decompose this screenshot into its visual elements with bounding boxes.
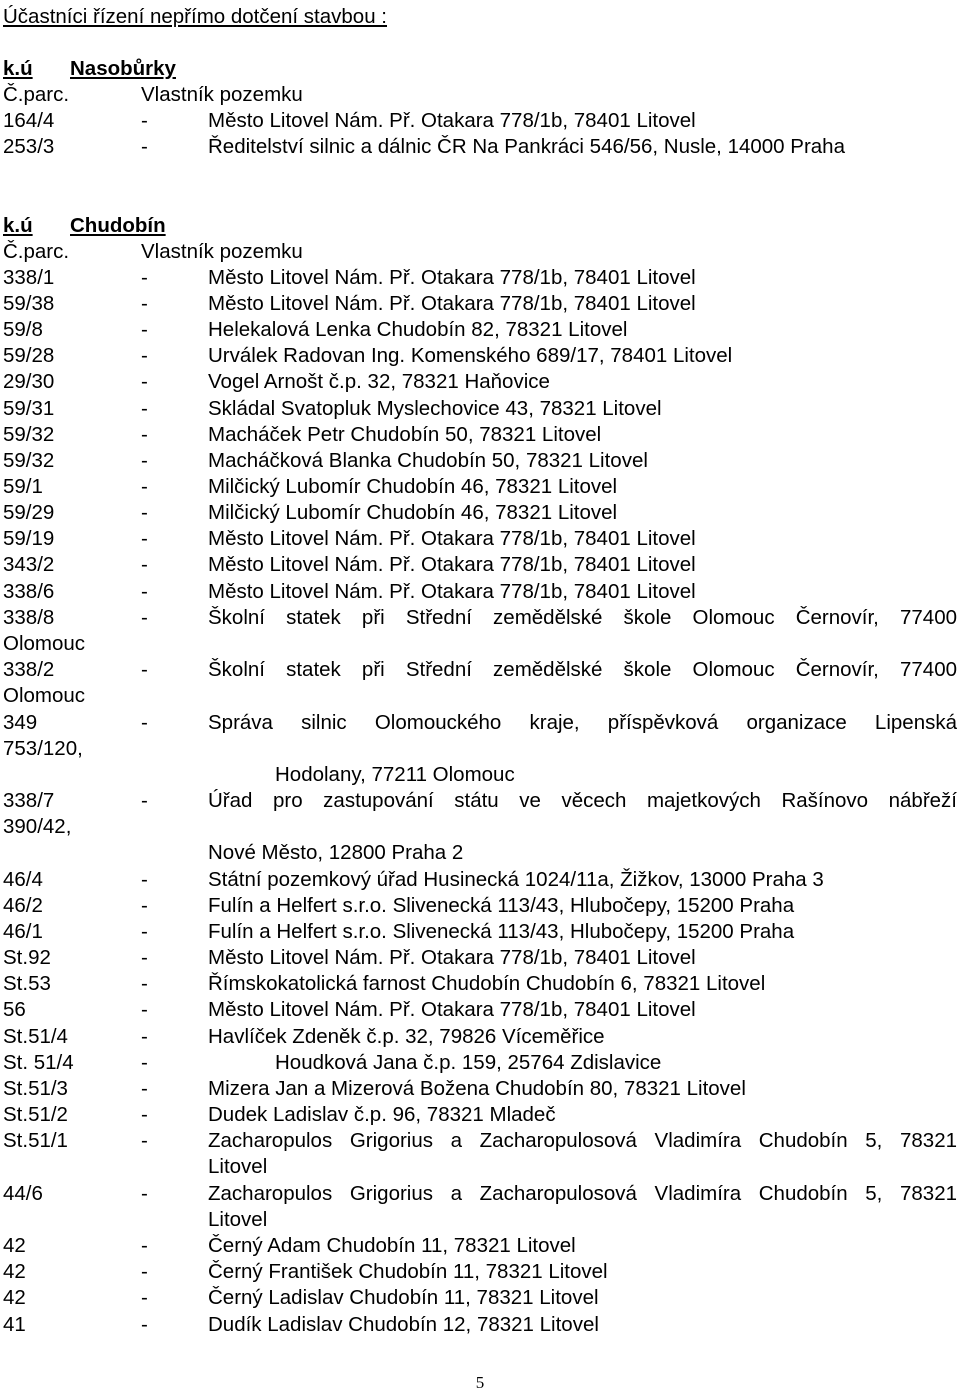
- owner-text: Houdková Jana č.p. 159, 25764 Zdislavice: [275, 1051, 662, 1074]
- parcel-number: 343/2: [3, 553, 55, 576]
- dash: -: [141, 658, 148, 681]
- owner-text: Macháček Petr Chudobín 50, 78321 Litovel: [208, 423, 602, 446]
- owner-text: Havlíček Zdeněk č.p. 32, 79826 Víceměřice: [208, 1025, 605, 1048]
- dash: -: [141, 1103, 148, 1126]
- owner-text: Zacharopulos Grigorius a Zacharopulosová Vladimíra Chudobín 5, 78321: [208, 1129, 957, 1152]
- dash: -: [141, 711, 148, 734]
- ku-label: k.ú: [3, 57, 33, 80]
- owner-text: Ředitelství silnic a dálnic ČR Na Pankráci 546/56, Nusle, 14000 Praha: [208, 135, 845, 158]
- list-item: [0, 710, 960, 736]
- list-item: [0, 317, 960, 343]
- list-item: [0, 1076, 960, 1102]
- cadastral-area-heading: [0, 213, 960, 239]
- owner-text: Milčický Lubomír Chudobín 46, 78321 Litovel: [208, 475, 618, 498]
- list-item: [0, 1312, 960, 1338]
- parcel-number: St.51/2: [3, 1103, 68, 1126]
- dash: -: [141, 1313, 148, 1336]
- parcel-number: 59/1: [3, 475, 43, 498]
- list-item: [0, 971, 960, 997]
- list-item: [0, 265, 960, 291]
- list-item: [0, 1128, 960, 1154]
- list-item: [0, 369, 960, 395]
- dash: -: [141, 946, 148, 969]
- ku-label: k.ú: [3, 214, 33, 237]
- owner-text: Město Litovel Nám. Př. Otakara 778/1b, 78401 Litovel: [208, 580, 696, 603]
- owner-text: Urválek Radovan Ing. Komenského 689/17, 78401 Litovel: [208, 344, 733, 367]
- dash: -: [141, 292, 148, 315]
- list-item: [0, 1233, 960, 1259]
- list-item: [0, 1181, 960, 1207]
- column-header: [0, 82, 960, 108]
- dash: -: [141, 109, 148, 132]
- dash: -: [141, 370, 148, 393]
- column-header: [0, 239, 960, 265]
- list-item: [0, 945, 960, 971]
- list-item: [0, 108, 960, 134]
- owner-text: Skládal Svatopluk Myslechovice 43, 78321 Litovel: [208, 397, 662, 420]
- list-item: [0, 579, 960, 605]
- dash: -: [141, 501, 148, 524]
- dash: -: [141, 449, 148, 472]
- list-item: [0, 919, 960, 945]
- list-item: [0, 867, 960, 893]
- list-item: [0, 1050, 960, 1076]
- dash: -: [141, 1182, 148, 1205]
- owner-text: Město Litovel Nám. Př. Otakara 778/1b, 78401 Litovel: [208, 553, 696, 576]
- dash: -: [141, 920, 148, 943]
- owner-text: Fulín a Helfert s.r.o. Slivenecká 113/43, Hlubočepy, 15200 Praha: [208, 894, 795, 917]
- list-item: [0, 526, 960, 552]
- owner-text: Město Litovel Nám. Př. Otakara 778/1b, 78401 Litovel: [208, 946, 696, 969]
- parcel-number: 164/4: [3, 109, 55, 132]
- parcel-number: 338/8: [3, 606, 55, 629]
- parcel-number: 59/19: [3, 527, 55, 550]
- owner-text: Město Litovel Nám. Př. Otakara 778/1b, 78401 Litovel: [208, 292, 696, 315]
- parcel-number: St.51/4: [3, 1025, 68, 1048]
- parcel-number: 338/6: [3, 580, 55, 603]
- parcel-number: 46/2: [3, 894, 43, 917]
- owner-text-continued: Litovel: [208, 1155, 268, 1178]
- parcel-number: 29/30: [3, 370, 55, 393]
- list-item: [0, 657, 960, 683]
- list-item: [0, 448, 960, 474]
- list-item-continuation: [0, 762, 960, 788]
- parcel-number: 338/2: [3, 658, 55, 681]
- parcel-number: 42: [3, 1260, 26, 1283]
- list-item: [0, 893, 960, 919]
- parcel-number: 46/1: [3, 920, 43, 943]
- dash: -: [141, 972, 148, 995]
- dash: -: [141, 606, 148, 629]
- owner-text: Státní pozemkový úřad Husinecká 1024/11a, Žižkov, 13000 Praha 3: [208, 868, 824, 891]
- list-item: [0, 474, 960, 500]
- owner-text: Školní statek při Střední zemědělské škole Olomouc Černovír, 77400: [208, 606, 957, 629]
- col-parc-label: Č.parc.: [3, 240, 70, 263]
- dash: -: [141, 553, 148, 576]
- dash: -: [141, 423, 148, 446]
- col-owner-label: Vlastník pozemku: [141, 83, 303, 106]
- parcel-number: St.51/3: [3, 1077, 68, 1100]
- dash: -: [141, 344, 148, 367]
- dash: -: [141, 397, 148, 420]
- owner-text-continued: Nové Město, 12800 Praha 2: [208, 841, 464, 864]
- dash: -: [141, 789, 148, 812]
- parcel-number: 42: [3, 1286, 26, 1309]
- parcel-number: 44/6: [3, 1182, 43, 1205]
- dash: -: [141, 580, 148, 603]
- dash: -: [141, 1025, 148, 1048]
- owner-text: Dudík Ladislav Chudobín 12, 78321 Litovel: [208, 1313, 599, 1336]
- owner-text: Římskokatolická farnost Chudobín Chudobín 6, 78321 Litovel: [208, 972, 766, 995]
- ku-name: Nasobůrky: [70, 57, 176, 80]
- list-item: [0, 788, 960, 814]
- list-item: [0, 997, 960, 1023]
- list-item-continuation: [0, 840, 960, 866]
- owner-text: Školní statek při Střední zemědělské škole Olomouc Černovír, 77400: [208, 658, 957, 681]
- list-item-continuation: [0, 736, 960, 762]
- owner-text: Mizera Jan a Mizerová Božena Chudobín 80, 78321 Litovel: [208, 1077, 746, 1100]
- list-item: [0, 1024, 960, 1050]
- list-item: [0, 343, 960, 369]
- dash: -: [141, 1260, 148, 1283]
- dash: -: [141, 527, 148, 550]
- parcel-number: 59/38: [3, 292, 55, 315]
- parcel-number: 338/1: [3, 266, 55, 289]
- parcel-number: 59/29: [3, 501, 55, 524]
- parcel-number: 253/3: [3, 135, 55, 158]
- owner-text-continued: Litovel: [208, 1208, 268, 1231]
- dash: -: [141, 868, 148, 891]
- page-number: 5: [475, 1373, 485, 1392]
- list-item: [0, 500, 960, 526]
- owner-text: Macháčková Blanka Chudobín 50, 78321 Litovel: [208, 449, 648, 472]
- parcel-number: 338/7: [3, 789, 55, 812]
- owner-text: Milčický Lubomír Chudobín 46, 78321 Litovel: [208, 501, 618, 524]
- list-item: [0, 552, 960, 578]
- parcel-number: St.53: [3, 972, 51, 995]
- list-item-continuation: [0, 814, 960, 840]
- list-item: [0, 396, 960, 422]
- parcel-number: 41: [3, 1313, 26, 1336]
- parcel-number: 59/8: [3, 318, 43, 341]
- parcel-number: 42: [3, 1234, 26, 1257]
- col-owner-label: Vlastník pozemku: [141, 240, 303, 263]
- parcel-number: 59/32: [3, 449, 55, 472]
- parcel-number: St. 51/4: [3, 1051, 74, 1074]
- owner-text: Vogel Arnošt č.p. 32, 78321 Haňovice: [208, 370, 550, 393]
- owner-text: Město Litovel Nám. Př. Otakara 778/1b, 78401 Litovel: [208, 527, 696, 550]
- list-item: [0, 605, 960, 631]
- dash: -: [141, 998, 148, 1021]
- parcel-number: 59/28: [3, 344, 55, 367]
- dash: -: [141, 1051, 148, 1074]
- parcel-number: 46/4: [3, 868, 43, 891]
- owner-text: Město Litovel Nám. Př. Otakara 778/1b, 78401 Litovel: [208, 266, 696, 289]
- parcel-number: 349: [3, 711, 38, 734]
- owner-text: Město Litovel Nám. Př. Otakara 778/1b, 78401 Litovel: [208, 109, 696, 132]
- dash: -: [141, 135, 148, 158]
- list-item-continuation: [0, 631, 960, 657]
- dash: -: [141, 1234, 148, 1257]
- dash: -: [141, 894, 148, 917]
- owner-text: Černý Ladislav Chudobín 11, 78321 Litovel: [208, 1286, 599, 1309]
- owner-text-continued: 390/42,: [3, 815, 72, 838]
- parcel-number: 59/32: [3, 423, 55, 446]
- dash: -: [141, 1129, 148, 1152]
- list-item-continuation: [0, 1207, 960, 1233]
- owner-text: Helekalová Lenka Chudobín 82, 78321 Litovel: [208, 318, 628, 341]
- list-item: [0, 291, 960, 317]
- owner-text: Město Litovel Nám. Př. Otakara 778/1b, 78401 Litovel: [208, 998, 696, 1021]
- owner-text-continued: Olomouc: [3, 684, 86, 707]
- parcel-number: 59/31: [3, 397, 55, 420]
- owner-text: Fulín a Helfert s.r.o. Slivenecká 113/43, Hlubočepy, 15200 Praha: [208, 920, 795, 943]
- owner-text: Úřad pro zastupování státu ve věcech majetkových Rašínovo nábřeží: [208, 789, 957, 812]
- list-item-continuation: [0, 1154, 960, 1180]
- owner-text-continued: 753/120,: [3, 737, 83, 760]
- dash: -: [141, 475, 148, 498]
- list-item: [0, 1259, 960, 1285]
- owner-text: Zacharopulos Grigorius a Zacharopulosová Vladimíra Chudobín 5, 78321: [208, 1182, 957, 1205]
- heading-text: Účastníci řízení nepřímo dotčení stavbou :: [3, 5, 387, 28]
- parcel-number: 56: [3, 998, 26, 1021]
- parcel-number: St.92: [3, 946, 51, 969]
- page-heading: [0, 4, 960, 30]
- cadastral-area-heading: [0, 56, 960, 82]
- dash: -: [141, 318, 148, 341]
- owner-text-continued: Hodolany, 77211 Olomouc: [275, 763, 515, 786]
- owner-text-continued: Olomouc: [3, 632, 86, 655]
- owner-text: Dudek Ladislav č.p. 96, 78321 Mladeč: [208, 1103, 556, 1126]
- owner-text: Černý Adam Chudobín 11, 78321 Litovel: [208, 1234, 576, 1257]
- dash: -: [141, 1077, 148, 1100]
- list-item: [0, 422, 960, 448]
- list-item-continuation: [0, 683, 960, 709]
- col-parc-label: Č.parc.: [3, 83, 70, 106]
- list-item: [0, 1285, 960, 1311]
- list-item: [0, 1102, 960, 1128]
- list-item: [0, 134, 960, 160]
- owner-text: Správa silnic Olomouckého kraje, příspěvková organizace Lipenská: [208, 711, 957, 734]
- dash: -: [141, 266, 148, 289]
- dash: -: [141, 1286, 148, 1309]
- owner-text: Černý František Chudobín 11, 78321 Litovel: [208, 1260, 608, 1283]
- ku-name: Chudobín: [70, 214, 166, 237]
- parcel-number: St.51/1: [3, 1129, 68, 1152]
